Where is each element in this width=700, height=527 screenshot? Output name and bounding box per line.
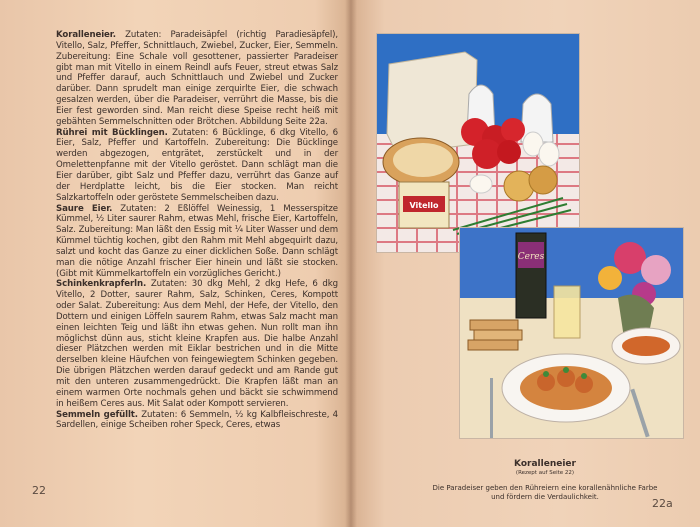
page-number-right: 22a [652, 497, 673, 510]
illustration-caption [430, 459, 660, 502]
recipe-body: Zutaten: 6 Semmeln, ½ kg Kalbfleischreste, 4 Sardellen, einige Scheiben roher Speck, Ceres, etwas [56, 409, 339, 431]
recipe-body: Zutaten: 30 dkg Mehl, 2 dkg Hefe, 6 dkg Vitello, 2 Dotter, saurer Rahm, Salz, Schinken, Ceres, Kompott oder Salat. Zubereitung: Aus dem Mehl, der Hefe, der Vitello, den Dottern und einigen Löffeln saurem Rahm, etwas Salz macht man einen leichten Teig und läßt ihn etwas gehen. Nun rollt man ihn möglichst dünn aus, sticht kleine Krapfen aus. Die halbe Anzahl dieser Plätzchen werden mit Eiklar bestrichen und in die Mitte derselben kleine Häufchen von feingewiegtem Schinken gegeben. Die übrigen Plätzchen werden darauf gedeckt und am Rande gut mit den unteren zusammengedrückt. Die Krapfen läßt man an einem warmen Orte nochmals gehen und bäckt sie schwimmend in heißem Ceres aus. Mit Salat oder Kompott servieren. [56, 279, 338, 409]
recipe-body: Zutaten: 2 Eßlöffel Weinessig, 1 Messerspitze Kümmel, ½ Liter saurer Rahm, etwas Mehl, frische Eier, Kartoffeln, Salz. Zubereitung: Man läßt den Essig mit ¼ Liter Wasser und dem Kümmel tüchtig kochen, gibt den Rahm mit Mehl abgequirlt dazu, salzt und kocht das Ganze zu einer dicklichen Soße. Dann schlägt man die nötige Anzahl frischer Eier hinein und läßt sie stocken. (Gibt mit Kümmelkartoffeln ein vorzügliches Gericht.) [56, 203, 338, 279]
recipe-semmeln-gefuellt [30, 410, 338, 432]
illustration-dish [459, 227, 684, 439]
recipe-koralleneier [30, 30, 338, 128]
recipe-body: Zutaten: Paradeisäpfel (richtig Paradiesäpfel), Vitello, Salz, Pfeffer, Schnittlauch, Zwiebel, Zucker, Eier, Semmeln. Zubereitung: Eine Schale voll gesottener, passierter Paradeiser gibt man mit Vitello in einem Reindl aufs Feuer, streut etwas Salz und Pfeffer darauf, auch Schnittlauch und Zwiebel und Zucker darüber. Dann sprudelt man einige zerquirlte Eier, die schwach gesalzen werden, über die Paradeiser, verrührt die Masse, bis die Eier fest geworden sind. Man reicht diese Speise recht heiß mit gebähten Semmelschnitten oder Brötchen. Abbildung Seite 22a. [56, 30, 338, 127]
vitello-label: Vitello [409, 201, 439, 210]
caption-title: Koralleneier [514, 459, 576, 469]
recipe-ruehrei [30, 128, 338, 204]
caption-text: Die Paradeiser geben den Rühreiern eine korallenähnliche Farbe und fördern die Verdaulichkeit. [432, 484, 658, 501]
dish-drawing [460, 228, 683, 438]
recipe-body: Zutaten: 6 Bücklinge, 6 dkg Vitello, 6 Eier, Salz, Pfeffer und Kartoffeln. Zubereitung: Die Bücklinge werden abgezogen, entgrätet, zerstückelt und in der Omelettenpfanne mit der Vitello geröstet. Dann schlägt man die Eier darüber, gibt Salz und Pfeffer dazu, verrührt das Ganze auf der Herdplatte leicht, bis die Eier stocken. Man reicht Salzkartoffeln oder geröstete Semmelscheiben dazu. [56, 127, 338, 203]
ingredients-drawing [377, 34, 579, 252]
caption-subtitle: (Rezept auf Seite 22) [515, 470, 575, 476]
recipe-title: Rührei mit Bücklingen. [56, 127, 168, 138]
ceres-label: Ceres [517, 252, 545, 262]
book-gutter [345, 0, 357, 527]
recipe-title: Saure Eier. [56, 203, 113, 214]
page-number-left: 22 [32, 484, 46, 497]
recipe-title: Schinkenkrapferln. [56, 279, 147, 290]
recipe-title: Koralleneier. [56, 30, 116, 40]
recipe-text-column [30, 30, 338, 431]
illustration-ingredients [376, 33, 580, 253]
recipe-saure-eier [30, 204, 338, 280]
recipe-title: Semmeln gefüllt. [56, 409, 138, 420]
recipe-schinkenkrapferln [30, 279, 338, 409]
